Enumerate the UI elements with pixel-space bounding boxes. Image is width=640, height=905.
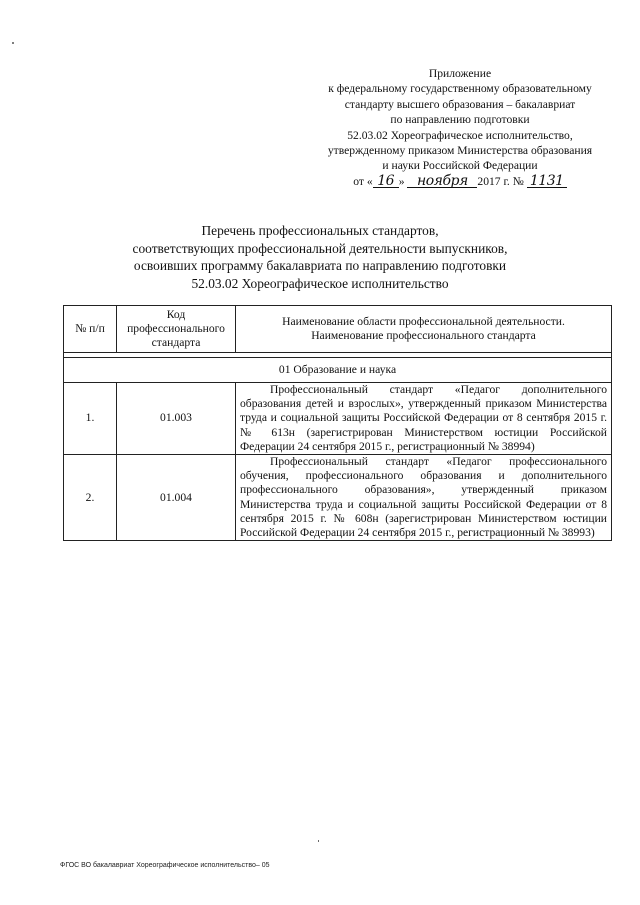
annex-line: по направлению подготовки <box>390 113 530 127</box>
header-name-line: Наименование области профессиональной деятельности. <box>282 314 565 328</box>
header-code <box>117 306 236 353</box>
scan-speck <box>318 840 319 842</box>
handwritten-day: 16 <box>373 175 399 188</box>
title-line: освоивших программу бакалавриата по направлению подготовки <box>133 258 507 273</box>
annex-line: к федеральному государственному образовательному <box>328 82 592 96</box>
row-num: 1. <box>64 383 117 455</box>
section-title: 01 Образование и наука <box>64 358 612 383</box>
date-year: 2017 г. № <box>477 174 524 188</box>
annex-date-line <box>300 174 620 189</box>
row-num: 2. <box>64 455 117 541</box>
page-footer: ФГОС ВО бакалавриат Хореографическое исполнительство– 05 <box>60 862 270 869</box>
header-name-line: Наименование профессионального стандарта <box>311 329 536 342</box>
title-line: Перечень профессиональных стандартов, <box>201 223 439 238</box>
handwritten-order-number: 1131 <box>527 175 567 188</box>
date-prefix: от « <box>353 174 373 188</box>
annex-title: Приложение <box>428 67 492 80</box>
annex-header <box>300 66 620 189</box>
header-code-line: Код <box>166 307 186 321</box>
title-line: соответствующих профессиональной деятельности выпускников, <box>132 240 508 256</box>
date-mid: » <box>398 174 405 188</box>
row-code: 01.003 <box>117 383 236 455</box>
standards-table <box>63 305 612 541</box>
header-code-line: профессионального <box>127 321 225 335</box>
document-title <box>60 222 580 292</box>
title-line: 52.03.02 Хореографическое исполнительство <box>191 275 449 291</box>
header-code-line: стандарта <box>151 336 201 350</box>
handwritten-month: ноября <box>407 175 477 188</box>
scan-speck <box>12 42 14 44</box>
annex-line: стандарту высшего образования – бакалавриат <box>344 97 576 111</box>
row-text: Профессиональный стандарт «Педагог профессионального обучения, профессионального образования и дополнительного профессионального образования», утвержденный приказом Министерства труда и социальной защиты Российской Федерации от 8 сентября 2015 г. № 608н (зарегистрирован Министерством юстиции Российской Федерации 24 сентября 2015 г., регистрационный № 38993) <box>236 455 612 541</box>
annex-line: 52.03.02 Хореографическое исполнительство, <box>347 128 573 142</box>
annex-line: утвержденному приказом Министерства образования <box>327 144 593 158</box>
header-name <box>236 306 612 353</box>
table-row <box>64 383 612 455</box>
header-num: № п/п <box>64 306 117 353</box>
table-section-row <box>64 358 612 383</box>
row-code: 01.004 <box>117 455 236 541</box>
annex-line: и науки Российской Федерации <box>382 159 538 173</box>
table-row <box>64 455 612 541</box>
row-text: Профессиональный стандарт «Педагог дополнительного образования детей и взрослых», утвержденный приказом Министерства труда и социальной защиты Российской Федерации от 8 сентября 2015 г. № 613н (зарегистрирован Министерством юстиции Российской Федерации 24 сентября 2015 г., регистрационный № 38994) <box>236 383 612 455</box>
table-header-row <box>64 306 612 353</box>
